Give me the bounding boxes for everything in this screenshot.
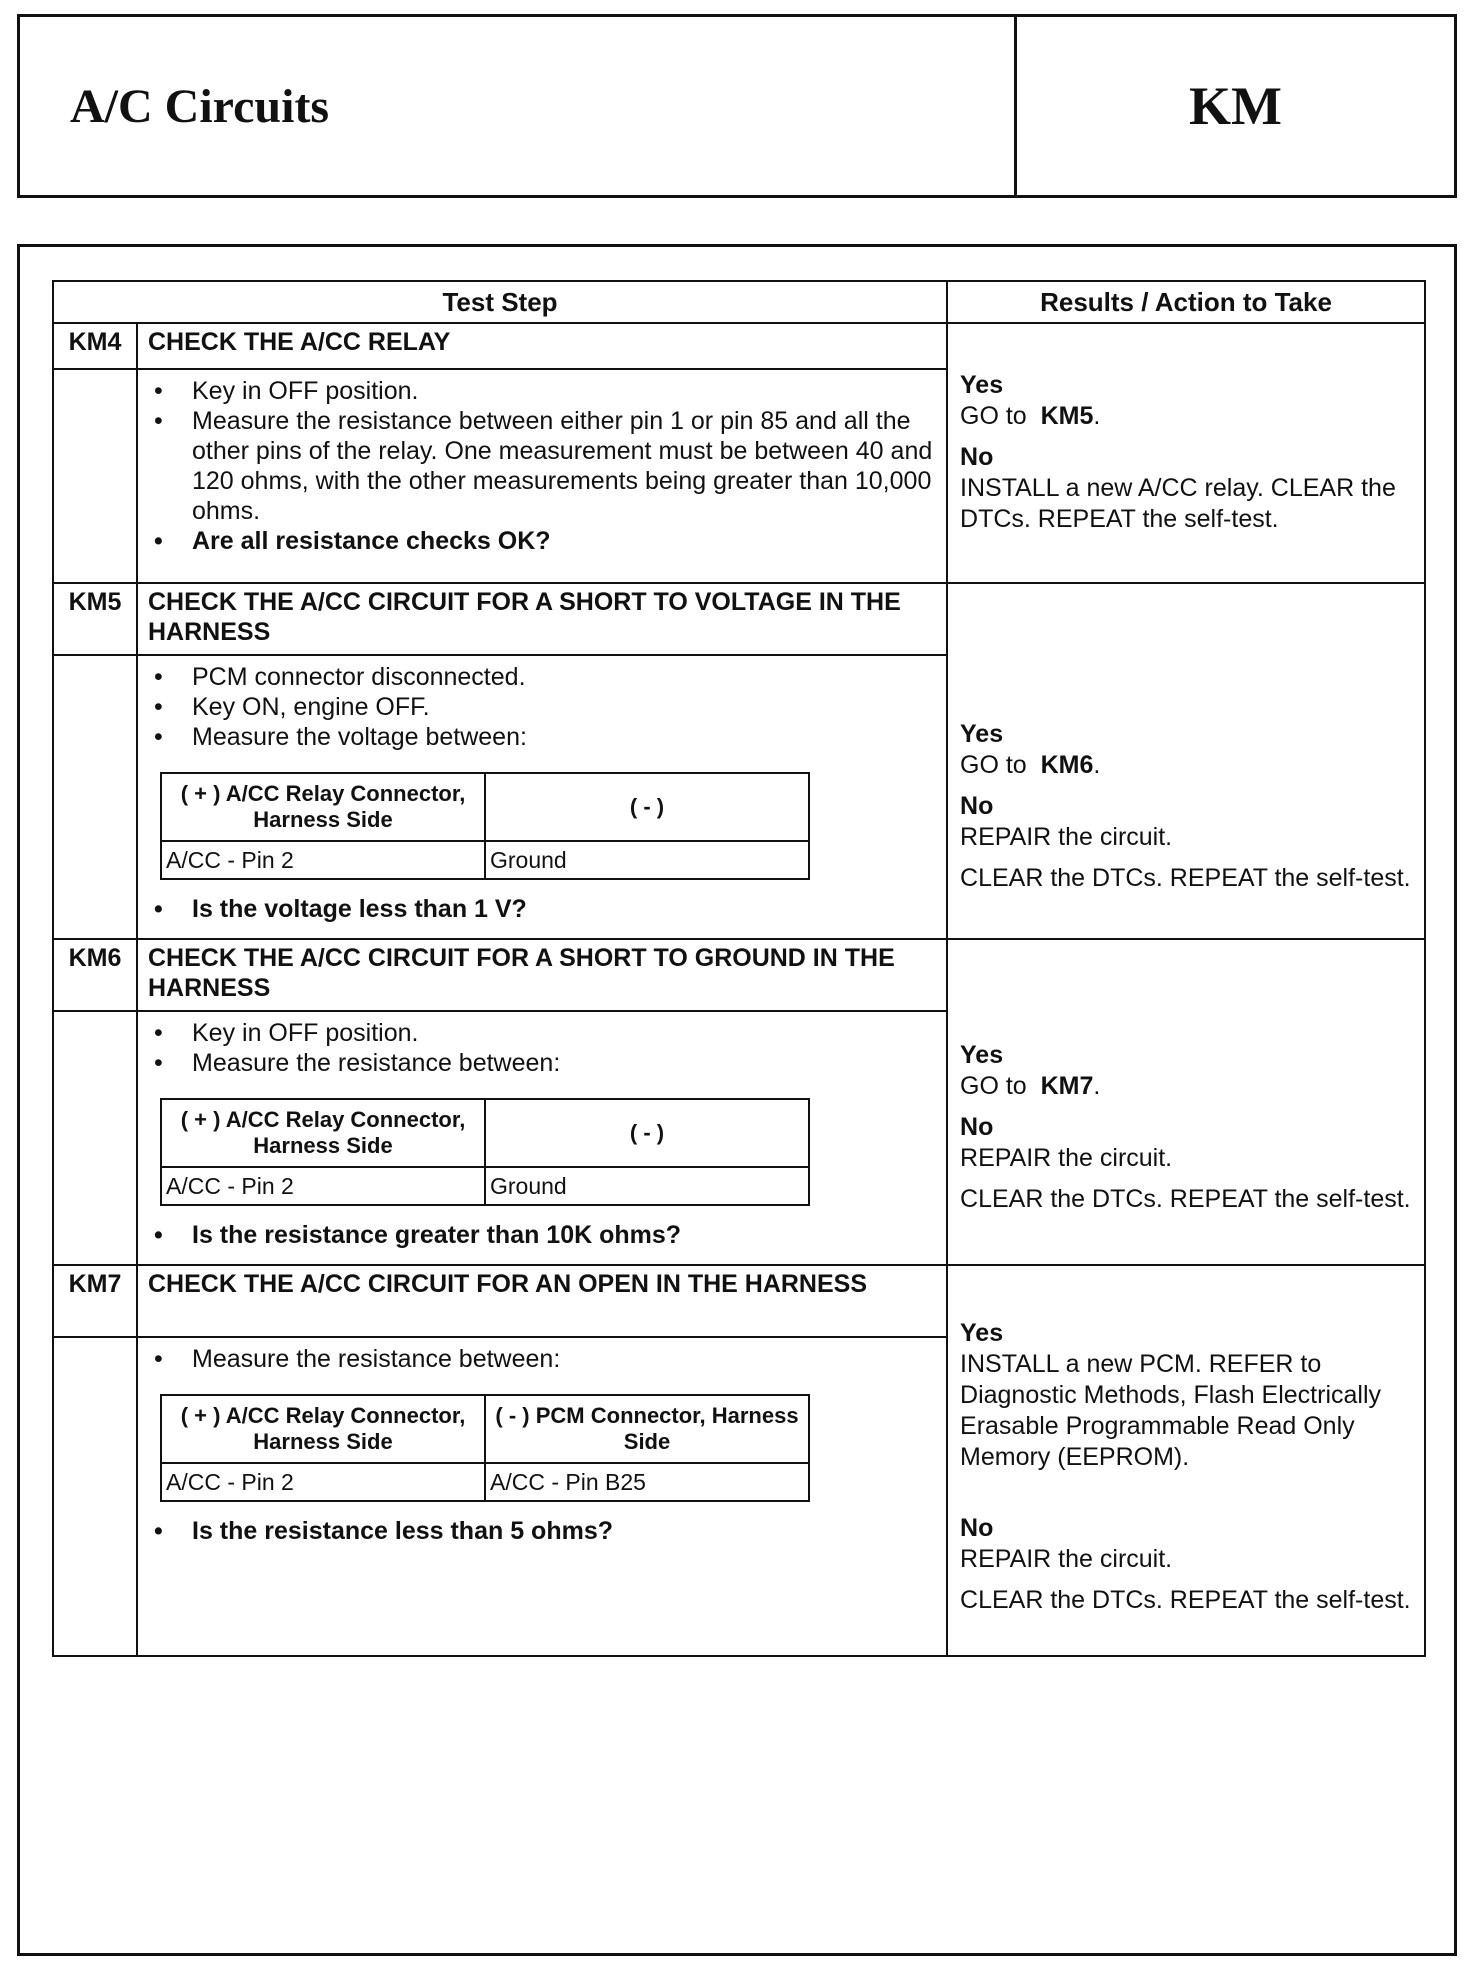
yes-label: Yes bbox=[960, 1041, 1004, 1069]
step-title-row bbox=[53, 1265, 1425, 1337]
no-label: No bbox=[960, 792, 994, 820]
no-action-2: CLEAR the DTCs. REPEAT the self-test. bbox=[960, 1586, 1411, 1614]
bullet-item: • Key in OFF position. bbox=[148, 1018, 936, 1048]
measurement-table bbox=[160, 772, 810, 880]
step-results bbox=[947, 1265, 1425, 1656]
measure-cell-negative: Ground bbox=[485, 1167, 809, 1205]
col-header-results: Results / Action to Take bbox=[947, 281, 1425, 323]
measurement-table bbox=[160, 1098, 810, 1206]
step-results bbox=[947, 583, 1425, 939]
measurement-table bbox=[160, 1394, 810, 1502]
bullet-item: • PCM connector disconnected. bbox=[148, 662, 936, 692]
bullet-item: • Measure the resistance between either pin 1 or pin 85 and all the other pins of the relay. One measurement must be between 40 and 120 ohms, with the other measurements being greater than 10,000 ohms. bbox=[148, 406, 936, 526]
step-id: KM7 bbox=[53, 1265, 137, 1337]
measure-cell-negative: Ground bbox=[485, 841, 809, 879]
step-title: CHECK THE A/CC CIRCUIT FOR AN OPEN IN THE HARNESS bbox=[137, 1265, 947, 1337]
step-title: CHECK THE A/CC CIRCUIT FOR A SHORT TO GROUND IN THE HARNESS bbox=[137, 939, 947, 1011]
no-action: REPAIR the circuit. bbox=[960, 1144, 1173, 1172]
yes-action: INSTALL a new PCM. REFER to Diagnostic Methods, Flash Electrically Erasable Programmable Read Only Memory (EEPROM). bbox=[960, 1350, 1382, 1471]
yes-action: GO to KM5. bbox=[960, 402, 1101, 430]
step-body bbox=[137, 1337, 947, 1656]
step-question: • Is the resistance greater than 10K ohms? bbox=[148, 1220, 936, 1250]
measure-cell-positive: A/CC - Pin 2 bbox=[161, 1463, 485, 1501]
yes-action: GO to KM6. bbox=[960, 751, 1101, 779]
content-frame bbox=[17, 244, 1457, 1956]
step-title-row bbox=[53, 323, 1425, 369]
step-id: KM4 bbox=[53, 323, 137, 369]
step-title-row bbox=[53, 583, 1425, 655]
step-title: CHECK THE A/CC CIRCUIT FOR A SHORT TO VOLTAGE IN THE HARNESS bbox=[137, 583, 947, 655]
test-step-table bbox=[52, 280, 1426, 1657]
step-question: • Are all resistance checks OK? bbox=[148, 526, 936, 556]
goto-target: KM6 bbox=[1040, 751, 1094, 779]
page-title: A/C Circuits bbox=[20, 17, 1017, 195]
measure-header-positive: ( + ) A/CC Relay Connector, Harness Side bbox=[161, 1395, 485, 1463]
measure-header-negative: ( - ) bbox=[485, 773, 809, 841]
step-body bbox=[137, 655, 947, 939]
step-title-row bbox=[53, 939, 1425, 1011]
bullet-item: • Key ON, engine OFF. bbox=[148, 692, 936, 722]
measure-cell-negative: A/CC - Pin B25 bbox=[485, 1463, 809, 1501]
section-code: KM bbox=[1189, 76, 1282, 136]
col-header-test-step: Test Step bbox=[53, 281, 947, 323]
measure-cell-positive: A/CC - Pin 2 bbox=[161, 841, 485, 879]
yes-action: GO to KM7. bbox=[960, 1072, 1101, 1100]
no-label: No bbox=[960, 1514, 994, 1542]
bullet-item: • Measure the resistance between: bbox=[148, 1048, 936, 1078]
step-results bbox=[947, 323, 1425, 583]
step-title: CHECK THE A/CC RELAY bbox=[137, 323, 947, 369]
step-body bbox=[137, 369, 947, 583]
measure-header-positive: ( + ) A/CC Relay Connector, Harness Side bbox=[161, 1099, 485, 1167]
bullet-item: • Measure the voltage between: bbox=[148, 722, 936, 752]
no-label: No bbox=[960, 443, 994, 471]
table-header-row bbox=[53, 281, 1425, 323]
step-id: KM5 bbox=[53, 583, 137, 655]
yes-label: Yes bbox=[960, 1319, 1004, 1347]
step-question: • Is the resistance less than 5 ohms? bbox=[148, 1516, 936, 1546]
no-action: REPAIR the circuit. bbox=[960, 823, 1173, 851]
measure-header-positive: ( + ) A/CC Relay Connector, Harness Side bbox=[161, 773, 485, 841]
goto-target: KM5 bbox=[1040, 402, 1094, 430]
bullet-item: • Measure the resistance between: bbox=[148, 1344, 936, 1374]
yes-label: Yes bbox=[960, 371, 1004, 399]
bullet-item: • Key in OFF position. bbox=[148, 376, 936, 406]
page-header bbox=[17, 14, 1457, 198]
measure-header-negative: ( - ) PCM Connector, Harness Side bbox=[485, 1395, 809, 1463]
no-action: REPAIR the circuit. bbox=[960, 1545, 1173, 1573]
yes-label: Yes bbox=[960, 720, 1004, 748]
measure-header-negative: ( - ) bbox=[485, 1099, 809, 1167]
no-action: INSTALL a new A/CC relay. CLEAR the DTCs. REPEAT the self-test. bbox=[960, 474, 1396, 533]
goto-target: KM7 bbox=[1040, 1072, 1094, 1100]
measure-cell-positive: A/CC - Pin 2 bbox=[161, 1167, 485, 1205]
no-label: No bbox=[960, 1113, 994, 1141]
step-id: KM6 bbox=[53, 939, 137, 1011]
no-action-2: CLEAR the DTCs. REPEAT the self-test. bbox=[960, 1185, 1411, 1213]
step-body bbox=[137, 1011, 947, 1265]
step-results bbox=[947, 939, 1425, 1265]
no-action-2: CLEAR the DTCs. REPEAT the self-test. bbox=[960, 864, 1411, 892]
step-question: • Is the voltage less than 1 V? bbox=[148, 894, 936, 924]
